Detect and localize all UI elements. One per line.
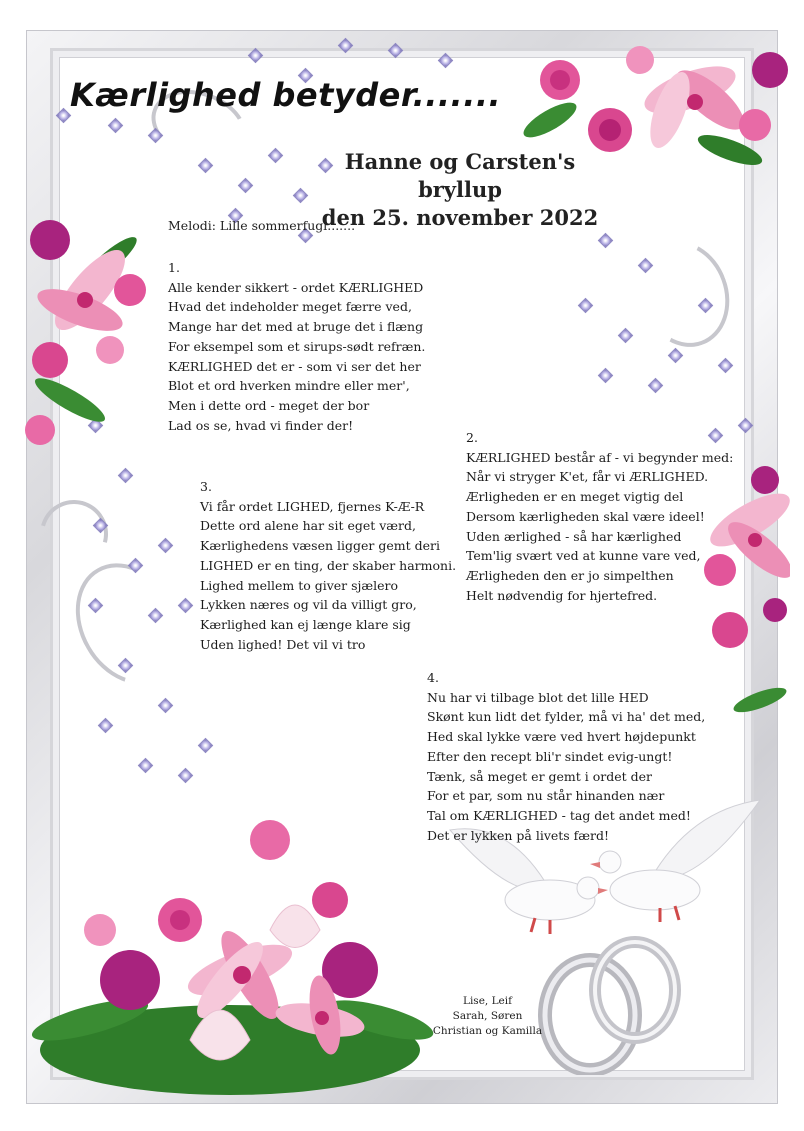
page-title: Kærlighed betyder....... [70,76,502,114]
verse-line: Mange har det med at bruge det i flæng [168,319,424,335]
signature-line: Lise, Leif [462,995,513,1007]
verse-number: 2. [466,430,478,445]
verse-1 [168,258,425,435]
verse-number: 4. [427,670,439,685]
verse-line: Når vi stryger K'et, får vi ÆRLIGHED. [466,469,709,485]
signature [420,994,555,1039]
verse-line: Tem'lig svært ved at kunne vare ved, [466,548,701,564]
verse-line: Hvad det indeholder meget færre ved, [168,299,412,315]
verse-line: Efter den recept bli'r sindet evig-ungt! [427,748,673,764]
verse-4 [427,668,705,845]
verse-line: Hed skal lykke være ved hvert højdepunkt [427,729,696,745]
melody-line: Melodi: Lille sommerfugl....... [168,218,356,233]
verse-line: Dette ord alene har sit eget værd, [200,518,416,534]
verse-line: Ærligheden den er jo simpelthen [466,567,674,583]
verse-line: Tal om KÆRLIGHED - tag det andet med! [427,807,691,823]
verse-line: Lykken næres og vil da villigt gro, [200,597,417,613]
verse-2 [466,428,733,605]
signature-line: Sarah, Søren [452,1010,523,1022]
lily-icon [639,57,753,153]
verse-line: Men i dette ord - meget der bor [168,397,370,413]
verse-line: KÆRLIGHED består af - vi begynder med: [466,449,734,465]
signature-line: Christian og Kamilla [432,1025,543,1037]
verse-line: Det er lykken på livets færd! [427,827,610,843]
verse-number: 1. [168,260,180,275]
verse-line: Uden lighed! Det vil vi tro [200,636,366,652]
rose-cluster-left [20,200,160,450]
verse-line: Uden ærlighed - så har kærlighed [466,528,682,544]
verse-3 [200,477,456,654]
verse-line: For eksempel som et sirups-sødt refræn. [168,338,426,354]
verse-line: Lad os se, hvad vi finder der! [168,417,354,433]
verse-number: 3. [200,479,212,494]
verse-line: Ærligheden er en meget vigtig del [466,489,684,505]
subtitle-line-2: den 25. november 2022 [321,205,599,230]
verse-line: Nu har vi tilbage blot det lille HED [427,689,649,705]
verse-line: Helt nødvendig for hjertefred. [466,587,658,603]
verse-line: KÆRLIGHED det er - som vi ser det her [168,358,421,374]
verse-line: Alle kender sikkert - ordet KÆRLIGHED [168,279,424,295]
verse-line: Blot et ord hverken mindre eller mer', [168,378,410,394]
verse-line: LIGHED er en ting, der skaber harmoni. [200,557,457,573]
verse-line: Skønt kun lidt det fylder, må vi ha' det med, [427,709,706,725]
verse-line: Vi får ordet LIGHED, fjernes K-Æ-R [200,498,425,514]
lily-bouquet [30,810,440,1100]
subtitle-line-1: Hanne og Carsten's bryllup [344,149,576,202]
verse-line: Dersom kærligheden skal være ideel! [466,508,705,524]
verse-line: Tænk, så meget er gemt i ordet der [427,768,653,784]
verse-line: Lighed mellem to giver sjælero [200,577,399,593]
verse-line: Kærlighed kan ej længe klare sig [200,616,411,632]
verse-line: Kærlighedens væsen ligger gemt deri [200,538,440,554]
verse-line: For et par, som nu står hinanden nær [427,788,665,804]
